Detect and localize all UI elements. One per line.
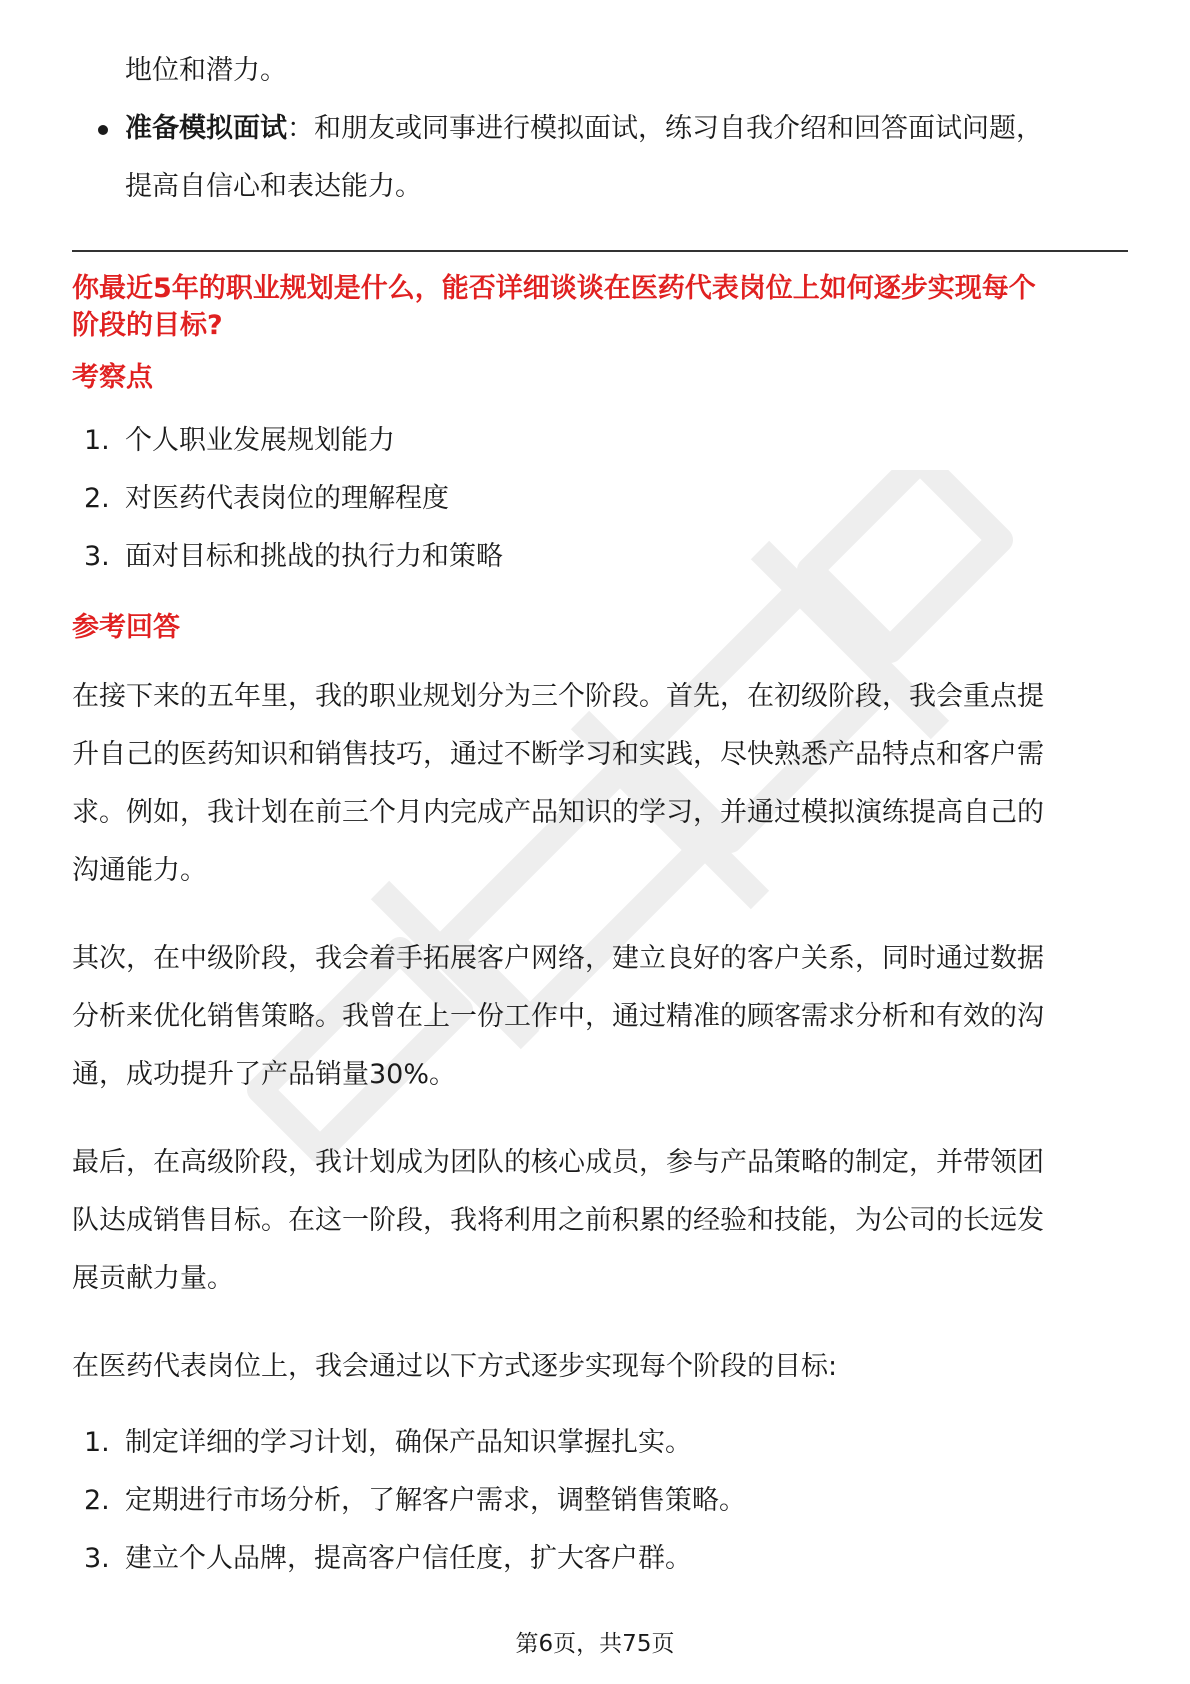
answer-line: 展贡献力量。	[72, 1263, 234, 1294]
list-item	[72, 1530, 1132, 1588]
bullet-dot-icon	[98, 125, 108, 135]
question-line-2: 阶段的目标?	[72, 310, 223, 341]
list-item-text: 定期进行市场分析，了解客户需求，调整销售策略。	[125, 1485, 746, 1516]
list-item	[72, 412, 1132, 470]
list-number: 3.	[84, 541, 110, 572]
section-heading-kaochadian: 考察点	[72, 362, 153, 393]
list-number: 1.	[84, 425, 110, 456]
answer-paragraph-2	[72, 930, 1132, 1104]
list-item	[72, 1414, 1132, 1472]
list-number: 1.	[84, 1427, 110, 1458]
answer-line: 其次，在中级阶段，我会着手拓展客户网络，建立良好的客户关系，同时通过数据	[72, 943, 1044, 974]
list-item	[72, 1472, 1132, 1530]
list-item-text: 面对目标和挑战的执行力和策略	[125, 541, 503, 572]
bullet-bold-label: 准备模拟面试	[125, 113, 287, 144]
page-footer: 第6页，共75页	[515, 1631, 675, 1657]
bullet-item-mock-interview	[72, 100, 1132, 158]
question-line-1: 你最近5年的职业规划是什么，能否详细谈谈在医药代表岗位上如何逐步实现每个	[72, 273, 1036, 304]
method-list	[72, 1414, 1132, 1588]
answer-line: 队达成销售目标。在这一阶段，我将利用之前积累的经验和技能，为公司的长远发	[72, 1205, 1044, 1236]
list-number: 2.	[84, 483, 110, 514]
list-item	[72, 528, 1132, 586]
answer-line: 分析来优化销售策略。我曾在上一份工作中，通过精准的顾客需求分析和有效的沟	[72, 1001, 1044, 1032]
answer-line: 最后，在高级阶段，我计划成为团队的核心成员，参与产品策略的制定，并带领团	[72, 1147, 1044, 1178]
kaochadian-list	[72, 412, 1132, 586]
continuation-text: 地位和潜力。	[125, 55, 287, 86]
answer-line: 通，成功提升了产品销量30%。	[72, 1059, 457, 1090]
answer-paragraph-3	[72, 1134, 1132, 1308]
list-item-text: 个人职业发展规划能力	[125, 425, 395, 456]
answer-paragraph-1	[72, 668, 1132, 900]
section-divider	[72, 250, 1128, 252]
answer-line: 求。例如，我计划在前三个月内完成产品知识的学习，并通过模拟演练提高自己的	[72, 797, 1044, 828]
list-item-text: 建立个人品牌，提高客户信任度，扩大客户群。	[125, 1543, 692, 1574]
list-number: 3.	[84, 1543, 110, 1574]
list-number: 2.	[84, 1485, 110, 1516]
answer-line: 在医药代表岗位上，我会通过以下方式逐步实现每个阶段的目标:	[72, 1351, 838, 1382]
answer-paragraph-4	[72, 1338, 1132, 1396]
section-heading-cankao: 参考回答	[72, 612, 180, 643]
list-item-text: 对医药代表岗位的理解程度	[125, 483, 449, 514]
bullet-text: ：和朋友或同事进行模拟面试，练习自我介绍和回答面试问题，	[287, 113, 1043, 144]
list-item-text: 制定详细的学习计划，确保产品知识掌握扎实。	[125, 1427, 692, 1458]
list-item	[72, 470, 1132, 528]
answer-line: 在接下来的五年里，我的职业规划分为三个阶段。首先，在初级阶段，我会重点提	[72, 681, 1044, 712]
answer-line: 沟通能力。	[72, 855, 207, 886]
page-content	[72, 42, 1132, 1588]
bullet-continuation: 提高自信心和表达能力。	[125, 171, 422, 202]
answer-line: 升自己的医药知识和销售技巧，通过不断学习和实践，尽快熟悉产品特点和客户需	[72, 739, 1044, 770]
